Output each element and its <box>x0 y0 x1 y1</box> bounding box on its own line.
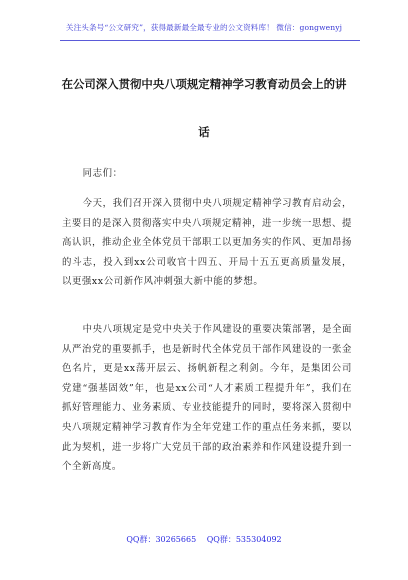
footer-contacts <box>0 534 408 545</box>
document-title: 在公司深入贯彻中央八项规定精神学习教育动员会上的讲 <box>61 77 347 91</box>
header-banner: 关注头条号“公文研究”，获得最新最全最专业的公文资料库！ 微信：gongwenyj <box>65 23 343 32</box>
document-title-continued: 话 <box>198 125 210 139</box>
footer-qq-group-2: QQ群：535304092 <box>206 535 282 544</box>
footer-qq-group-1: QQ群：30265665 <box>126 535 197 544</box>
paragraph-2: 中央八项规定是党中央关于作风建设的重要决策部署，是全面从严治党的重要抓手，也是新时代全体党员干部作风建设的一张金色名片，更是xx荡开层云、扬帆新程之利剑。今年，是集团公司党建“强基固效”年，也是xx公司“人才素质工程提升年”，我们在抓好管理能力、业务素质、专业技能提升的同时，要将深入贯彻中央八项规定精神学习教育作为全年党建工作的重点任务来抓，要以此为契机，进一步将广大党员干部的政治素养和作风建设提升到一个全新高度。 <box>62 324 352 473</box>
paragraph-1: 今天，我们召开深入贯彻中央八项规定精神学习教育启动会，主要目的是深入贯彻落实中央八项规定精神，进一步统一思想、提高认识，推动企业全体党员干部职工以更加务实的作风、更加昂扬的斗志，投入到xx公司收官十四五、开局十五五更高质量发展，以更强xx公司新作风冲刺强大新中能的梦想。 <box>62 198 352 288</box>
header-divider <box>60 40 360 41</box>
greeting: 同志们： <box>82 168 123 179</box>
